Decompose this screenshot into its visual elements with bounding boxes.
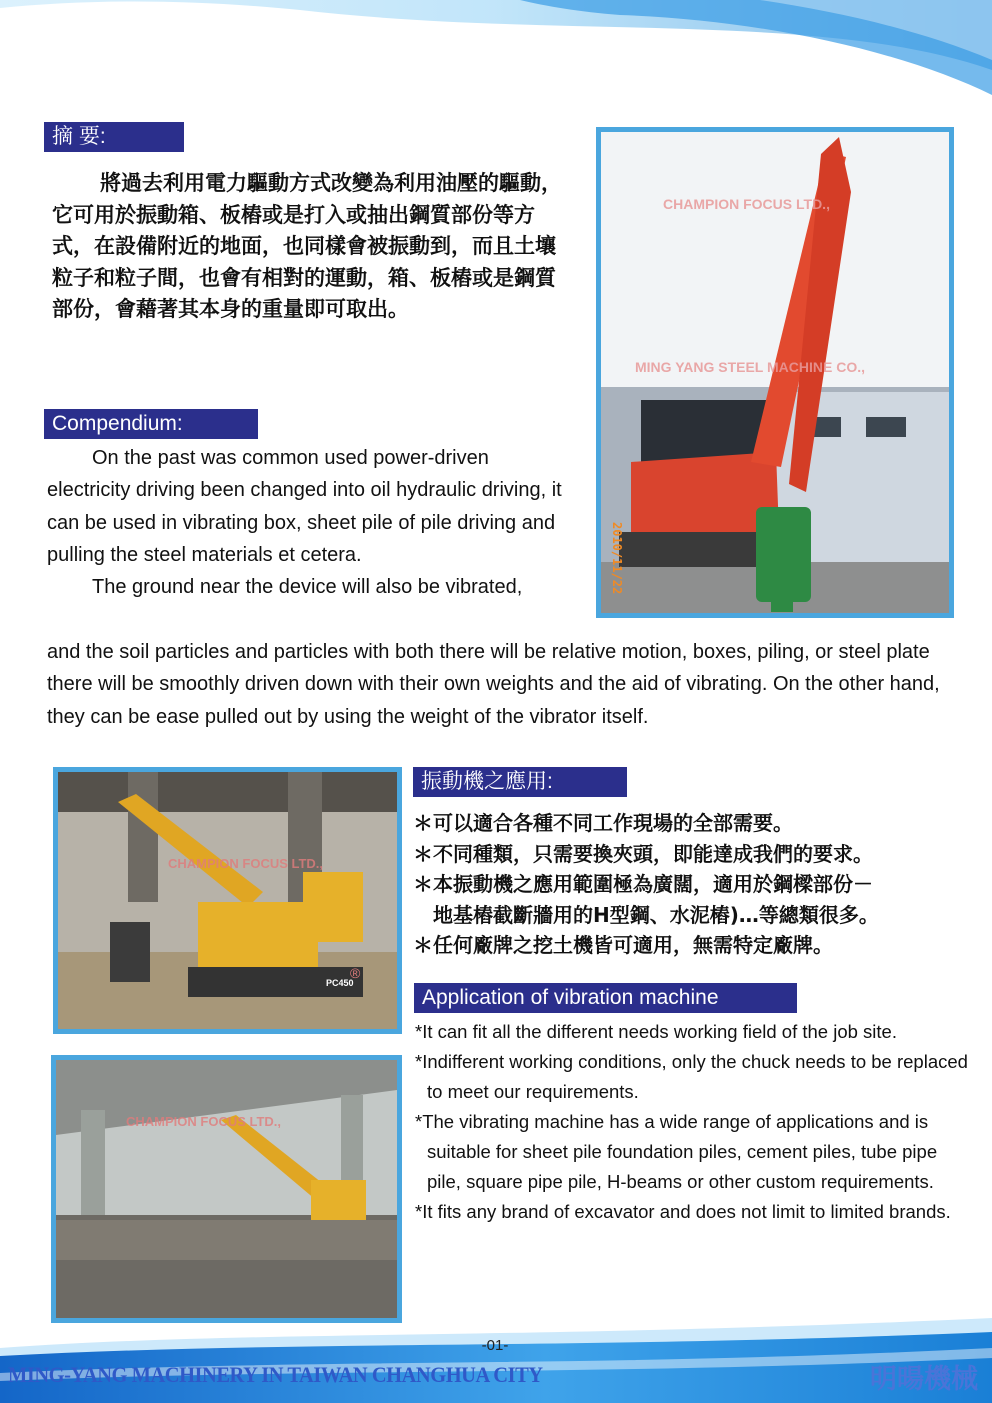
application-zh-item: 地基樁截斷牆用的H型鋼、水泥樁)…等總類很多。 <box>413 902 879 927</box>
compendium-heading: Compendium: <box>44 409 258 439</box>
application-en-heading: Application of vibration machine <box>414 983 797 1013</box>
watermark-champion-text: CHAMPION FOCUS LTD., <box>126 1114 282 1129</box>
watermark-mingyang-text: MING YANG STEEL MACHINE CO., <box>635 359 865 375</box>
application-zh-item: ＊本振動機之應用範圍極為廣闊，適用於鋼樑部份－ <box>413 872 873 896</box>
compendium-paragraph-1: On the past was common used power-driven electricity driving been changed into oil hydraulic driving, it can be used in vibrating box, sheet pile of pile driving and pulling the steel materials et cetera. <box>47 447 562 566</box>
abstract-zh-heading: 摘 要: <box>44 122 184 152</box>
application-en-item: *It can fit all the different needs working field of the job site. <box>415 1021 897 1042</box>
excavator-model-label: PC450 <box>326 978 354 988</box>
footer-company-name-zh: 明暘機械 <box>870 1364 978 1395</box>
bottom-wave-decoration <box>0 1318 992 1403</box>
application-zh-heading: 振動機之應用: <box>413 767 627 797</box>
watermark-champion-text: CHAMPION FOCUS LTD., <box>168 856 324 871</box>
compendium-paragraph-2-start: The ground near the device will also be vibrated, <box>92 576 523 599</box>
excavator-vibrator-photo <box>596 127 954 618</box>
application-en-item: *It fits any brand of excavator and does not limit to limited brands. <box>415 1201 951 1222</box>
excavator-worksite-photo <box>53 767 402 1034</box>
watermark-champion-text: CHAMPION FOCUS LTD., <box>663 196 830 212</box>
application-en-item: *Indifferent working conditions, only the chuck needs to be replaced to meet our requirements. <box>415 1051 968 1102</box>
registered-mark: ® <box>350 965 361 981</box>
compendium-paragraph-2-rest: and the soil particles and particles with both there will be relative motion, boxes, piling, or steel plate there will be smoothly driven down with their own weights and the aid of vibrating. On the other hand, they can be ease pulled out by using the weight of the vibrator itself. <box>47 641 940 728</box>
application-zh-item: ＊不同種類，只需要換夾頭，即能達成我們的要求。 <box>413 841 873 866</box>
top-wave-decoration <box>0 0 992 110</box>
sheet-pile-worksite-photo <box>51 1055 402 1323</box>
application-zh-list <box>413 808 879 961</box>
application-zh-item: ＊任何廠牌之挖土機皆可適用，無需特定廠牌。 <box>413 933 833 957</box>
abstract-zh-text: 將過去利用電力驅動方式改變為利用油壓的驅動，它可用於振動箱、板樁或是打入或抽出鋼質部份等方式，在設備附近的地面，也同樣會被振動到，而且土壤粒子和粒子間，也會有相對的運動，箱、板樁或是鋼質部份，會藉著其本身的重量即可取出。 <box>52 171 562 321</box>
page-number: -01- <box>481 1337 509 1354</box>
application-en-item: *The vibrating machine has a wide range of applications and is suitable for sheet pile foundation piles, cement piles, tube pipe pile, square pipe pile, H-beams or other custom requirements. <box>415 1111 938 1192</box>
compendium-text <box>47 442 567 603</box>
application-zh-item: ＊可以適合各種不同工作現場的全部需要。 <box>413 811 793 835</box>
application-en-list <box>415 1017 975 1227</box>
photo-date-stamp: 2010/11/22 <box>610 522 624 595</box>
footer-company-name-en: MING-YANG MACHINERY IN TAIWAN CHANGHUA CITY <box>8 1362 543 1387</box>
